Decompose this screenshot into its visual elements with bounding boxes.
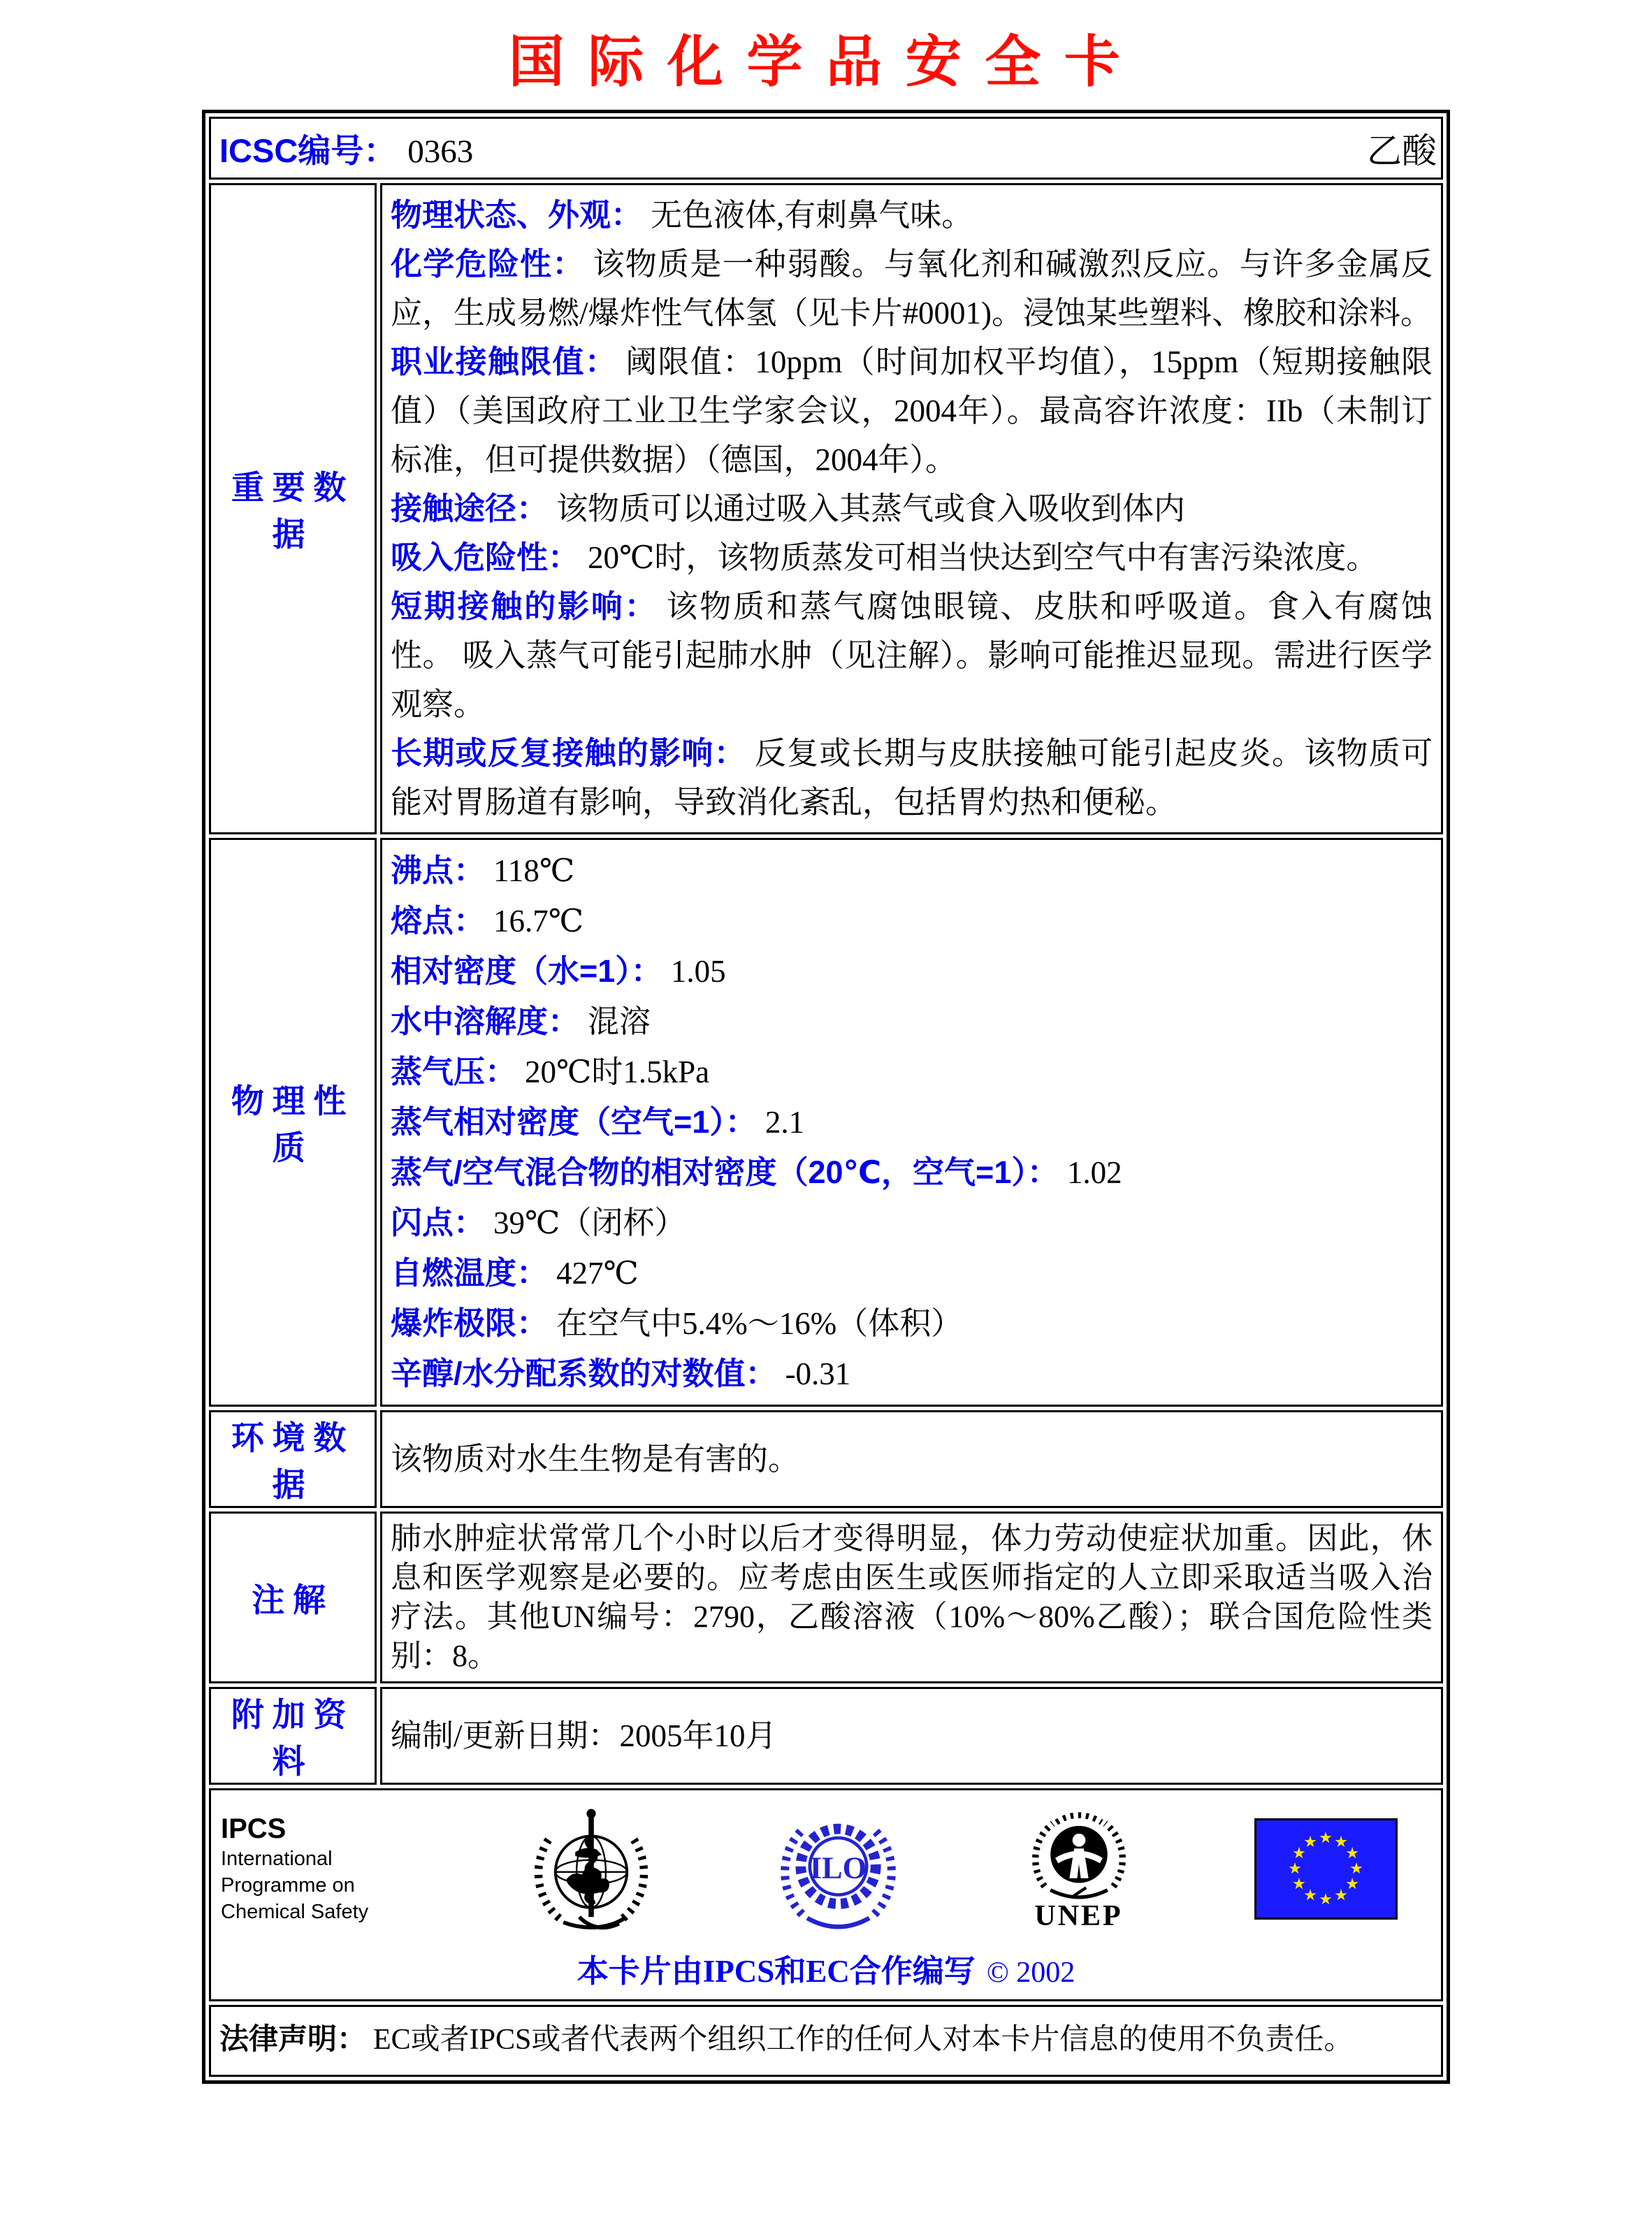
property-label: 自燃温度：: [391, 1255, 549, 1291]
ipcs-line: Programme on: [221, 1874, 355, 1897]
cooperation-caption: [211, 1945, 1441, 1991]
unep-label: UNEP: [1034, 1900, 1123, 1932]
caption-text: 本卡片由IPCS和EC合作编写: [577, 1954, 976, 1989]
field-text: 无色液体,有刺鼻气味。: [651, 198, 973, 233]
property-label: 蒸气相对密度（空气=1）：: [391, 1104, 757, 1140]
property-line: [391, 1298, 1433, 1349]
unep-logo-icon: [1020, 1804, 1138, 1902]
notes-content: [380, 1512, 1443, 1683]
field-label: 化学危险性：: [391, 246, 585, 282]
copyright-text: © 2002: [986, 1957, 1075, 1989]
property-line: [391, 946, 1433, 996]
field-text: 该物质是一种弱酸。与氧化剂和碱激烈反应。与许多金属反应，生成易燃/爆炸性气体氢（见卡片#0001)。浸蚀某些塑料、橡胶和涂料。: [391, 247, 1433, 331]
property-line: [391, 896, 1433, 946]
eu-flag-icon: [1254, 1818, 1398, 1920]
property-label: 相对密度（水=1）：: [391, 953, 662, 989]
field-label: 吸入危险性：: [391, 539, 580, 575]
property-value: 20℃时1.5kPa: [525, 1054, 710, 1089]
property-value: 39℃（闭杯）: [493, 1205, 686, 1240]
header-cell: [209, 117, 1443, 180]
logos-strip: [211, 1802, 1441, 1936]
card-header: [211, 123, 1441, 173]
icsc-number-value: 0363: [407, 133, 474, 170]
property-value: 混溶: [588, 1004, 651, 1039]
important-data-row: [209, 183, 1443, 834]
field-text: 该物质可以通过吸入其蒸气或食入吸收到体内: [556, 491, 1186, 526]
important-data-item: [391, 240, 1433, 338]
property-line: [391, 1147, 1433, 1198]
important-data-item: [391, 191, 1433, 240]
physical-properties-content: [380, 838, 1443, 1407]
important-data-item: [391, 338, 1433, 484]
property-line: [391, 996, 1433, 1047]
ipcs-line: Chemical Safety: [221, 1901, 369, 1923]
field-text: 该物质和蒸气腐蚀眼镜、皮肤和呼吸道。食入有腐蚀性。 吸入蒸气可能引起肺水肿（见注解）。影响可能推迟显现。需进行医学观察。: [391, 589, 1433, 722]
field-label: 物理状态、外观：: [391, 197, 643, 233]
property-value: 1.05: [670, 954, 726, 989]
property-line: [391, 846, 1433, 896]
section-label-important-data: 重要数据: [209, 183, 377, 834]
header-row: [209, 117, 1443, 180]
field-label: 长期或反复接触的影响：: [391, 735, 746, 771]
chemical-name: 乙酸: [1367, 131, 1437, 171]
footer-cell: [209, 1788, 1443, 2001]
field-text: 阈限值：10ppm（时间加权平均值），15ppm（短期接触限值）（美国政府工业卫生学家会议，2004年）。最高容许浓度：IIb（未制订标准，但可提供数据）（德国，2004年）。: [391, 345, 1433, 477]
icsc-number-label: ICSC编号：: [219, 131, 397, 169]
notes-row: [209, 1512, 1443, 1683]
property-value: 2.1: [765, 1105, 805, 1140]
section-label-additional-info: 附加资料: [209, 1687, 377, 1785]
property-line: [391, 1349, 1433, 1399]
legal-notice-label: 法律声明：: [219, 2022, 367, 2055]
property-value: 427℃: [556, 1256, 639, 1291]
property-label: 爆炸极限：: [391, 1305, 549, 1341]
important-data-item: [391, 582, 1433, 729]
field-label: 职业接触限值：: [391, 344, 618, 379]
property-value: 16.7℃: [493, 904, 584, 938]
notes-text: 肺水肿症状常常几个小时以后才变得明显，体力劳动使症状加重。因此，休息和医学观察是必要的。应考虑由医生或医师指定的人立即采取适当吸入治疗法。其他UN编号：2790，乙酸溶液（10%～80%乙酸）；联合国危险性类别：8。: [391, 1521, 1433, 1673]
property-value: -0.31: [785, 1356, 851, 1391]
ipcs-acronym: IPCS: [221, 1813, 287, 1844]
property-line: [391, 1248, 1433, 1298]
property-label: 蒸气/空气混合物的相对密度（20℃，空气=1）：: [391, 1154, 1059, 1190]
legal-notice-text: EC或者IPCS或者代表两个组织工作的任何人对本卡片信息的使用不负责任。: [373, 2024, 1354, 2056]
legal-notice-row: [209, 2005, 1443, 2077]
ipcs-text-block: [221, 1812, 408, 1925]
ilo-logo-icon: [774, 1804, 903, 1934]
ilo-letters: ILO: [809, 1849, 867, 1885]
icsc-number-group: [219, 125, 473, 172]
property-value: 在空气中5.4%～16%（体积）: [556, 1306, 963, 1341]
important-data-item: [391, 729, 1433, 827]
page-title: 国际化学品安全卡: [508, 32, 1144, 94]
property-label: 闪点：: [391, 1205, 486, 1240]
property-label: 蒸气压：: [391, 1054, 517, 1089]
environmental-data-row: [209, 1410, 1443, 1508]
physical-properties-row: [209, 838, 1443, 1407]
legal-notice: [219, 2020, 1433, 2059]
property-line: [391, 1047, 1433, 1097]
property-line: [391, 1097, 1433, 1147]
property-label: 沸点：: [391, 853, 486, 888]
field-label: 接触途径：: [391, 491, 549, 526]
property-value: 1.02: [1066, 1155, 1122, 1190]
property-value: 118℃: [493, 853, 575, 888]
additional-info-text: 编制/更新日期：2005年10月: [391, 1718, 777, 1753]
section-label-notes: 注解: [209, 1512, 377, 1683]
icsc-card-table: [202, 110, 1450, 2084]
field-label: 短期接触的影响：: [391, 588, 658, 624]
property-label: 辛醇/水分配系数的对数值：: [391, 1356, 777, 1391]
important-data-item: [391, 484, 1433, 533]
property-line: [391, 1198, 1433, 1248]
logos-row: [209, 1788, 1443, 2001]
additional-info-row: [209, 1687, 1443, 1785]
additional-info-content: [380, 1687, 1443, 1785]
important-data-content: [380, 183, 1443, 834]
property-label: 熔点：: [391, 903, 486, 938]
field-text: 20℃时，该物质蒸发可相当快达到空气中有害污染浓度。: [588, 540, 1378, 575]
environmental-data-text: 该物质对水生生物是有害的。: [391, 1442, 800, 1477]
property-label: 水中溶解度：: [391, 1003, 580, 1039]
environmental-data-content: [380, 1410, 1443, 1508]
ipcs-line: International: [221, 1848, 333, 1870]
section-label-physical-properties: 物理性质: [209, 838, 377, 1407]
field-text: 反复或长期与皮肤接触可能引起皮炎。该物质可能对胃肠道有影响，导致消化紊乱，包括胃灼热和便秘。: [391, 736, 1433, 820]
legal-notice-cell: [209, 2005, 1443, 2077]
who-logo-icon: [525, 1804, 658, 1934]
section-label-environmental-data: 环境数据: [209, 1410, 377, 1508]
important-data-item: [391, 533, 1433, 582]
unep-logo: [1020, 1804, 1138, 1933]
